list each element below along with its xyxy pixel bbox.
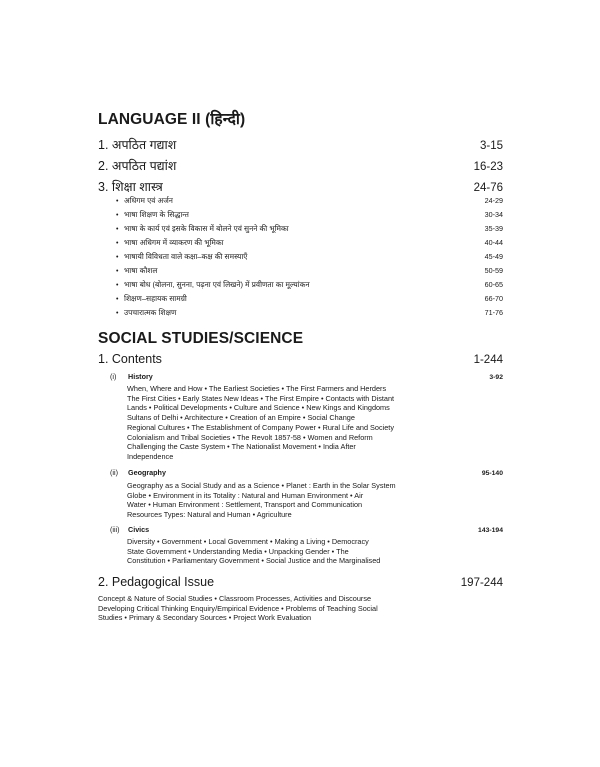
geography-label: Geography [128, 468, 166, 477]
item-label: 1. अपठित गद्याश [98, 138, 177, 152]
subitem-pages: 40-44 [484, 238, 503, 247]
topic-line: The First Cities • Early States New Ideas • The First Empire • Contacts with Distant [127, 393, 395, 403]
pedagogy-subitem [116, 308, 503, 318]
subitem-pages: 45-49 [484, 252, 503, 261]
subitem-pages: 30-34 [484, 210, 503, 219]
pedagogy-subitem [116, 266, 503, 276]
civics-pages: 143-194 [478, 527, 503, 534]
subitem-pages: 50-59 [484, 266, 503, 275]
item-pages: 24-76 [473, 182, 503, 194]
subitem-label: • भाषा के कार्य एवं इसके विकास में बोलने एवं सुनने की भूमिका [116, 224, 289, 234]
contents-heading [98, 352, 503, 366]
history-topics [127, 384, 427, 462]
pedagogy-subitem [116, 280, 503, 290]
topic-line: Concept & Nature of Social Studies • Classroom Processes, Activities and Discourse [98, 594, 372, 603]
topic-line: Sultans of Delhi • Architecture • Creation of an Empire • Social Change [127, 413, 355, 423]
subitem-pages: 24-29 [484, 196, 503, 205]
pedagogy-subitem [116, 210, 503, 220]
topic-line: Studies • Primary & Secondary Sources • Project Work Evaluation [98, 613, 312, 623]
subitem-label: • अधिगम एवं अर्जन [116, 196, 173, 206]
item-pages: 3-15 [479, 140, 503, 152]
civics-heading [110, 525, 503, 534]
pedagogy-subitem [116, 196, 503, 206]
topic-line: When, Where and How • The Earliest Societies • The First Farmers and Herders [127, 384, 387, 393]
subitem-label: • उपचारात्मक शिक्षण [116, 308, 176, 318]
subitem-pages: 71-76 [484, 308, 503, 317]
subitem-label: • भाषायी विविधता वाले कक्षा–कक्ष की समस्याएँ [116, 252, 247, 262]
pedagogical-issue-heading [98, 575, 503, 589]
topic-line: Colonialism and Tribal Societies • The Revolt 1857-58 • Women and Reform [127, 432, 373, 442]
topic-line: Regional Cultures • The Establishment of Company Power • Rural Life and Society [127, 422, 394, 432]
topic-line: State Government • Understanding Media • Unpacking Gender • The [127, 546, 349, 556]
civics-label: Civics [128, 525, 150, 534]
topic-line: Lands • Political Developments • Culture and Science • New Kings and Kingdoms [127, 403, 390, 413]
topic-line: Resources Types: Natural and Human • Agriculture [127, 510, 292, 520]
topic-line: Water • Human Environment : Settlement, Transport and Communication [127, 500, 363, 510]
subitem-label: • भाषा अधिगम में व्याकरण की भूमिका [116, 238, 224, 248]
history-label: History [128, 372, 153, 381]
topic-line: Developing Critical Thinking Enquiry/Empirical Evidence • Problems of Teaching Social [98, 603, 378, 613]
subitem-pages: 35-39 [484, 224, 503, 233]
pedagogy-subitem [116, 224, 503, 234]
contents-label: 1. Contents [98, 352, 162, 366]
history-number: (i) [110, 372, 117, 381]
geography-number: (ii) [110, 468, 118, 477]
topic-line: Constitution • Parliamentary Government • Social Justice and the Marginalised [127, 556, 381, 566]
contents-pages: 1-244 [473, 354, 503, 366]
item-label: 2. अपठित पद्यांश [98, 159, 177, 173]
topic-line: Geography as a Social Study and as a Science • Planet : Earth in the Solar System [127, 481, 396, 490]
subitem-label: • शिक्षण–सहायक सामग्री [116, 294, 187, 304]
topic-line: Globe • Environment in its Totality : Natural and Human Environment • Air [127, 490, 364, 500]
pedagogical-issue-label: 2. Pedagogical Issue [98, 575, 215, 589]
geography-pages: 95-140 [481, 470, 503, 477]
subitem-label: • भाषा कौशल [116, 266, 157, 276]
language-item [98, 157, 503, 174]
topic-line: Diversity • Government • Local Government • Making a Living • Democracy [127, 537, 369, 546]
social-studies-section-title: SOCIAL STUDIES/SCIENCE [98, 330, 304, 347]
civics-topics [127, 537, 427, 566]
language-item [98, 136, 503, 153]
pedagogy-topics [98, 594, 423, 623]
subitem-label: • भाषा शिक्षण के सिद्धान्त [116, 210, 189, 220]
history-heading [110, 372, 503, 381]
pedagogy-subitem [116, 238, 503, 248]
geography-heading [110, 468, 503, 477]
subitem-pages: 60-65 [484, 280, 503, 289]
subitem-pages: 66-70 [484, 294, 503, 303]
pedagogical-issue-pages: 197-244 [460, 577, 503, 589]
item-pages: 16-23 [473, 161, 503, 173]
item-label: 3. शिक्षा शास्त्र [98, 180, 163, 194]
language-section-title: LANGUAGE II (हिन्दी) [98, 111, 246, 128]
subitem-label: • भाषा बोध (बोलना, सुनना, पढ़ना एवं लिखने) में प्रवीणता का मूल्यांकन [116, 280, 310, 290]
language-item [98, 178, 503, 195]
topic-line: Independence [127, 451, 174, 461]
topic-line: Challenging the Caste System • The Nationalist Movement • India After [127, 442, 356, 452]
geography-topics [127, 481, 427, 520]
history-pages: 3-92 [489, 374, 503, 381]
pedagogy-subitem [116, 294, 503, 304]
pedagogy-subitem [116, 252, 503, 262]
civics-number: (iii) [110, 525, 120, 534]
